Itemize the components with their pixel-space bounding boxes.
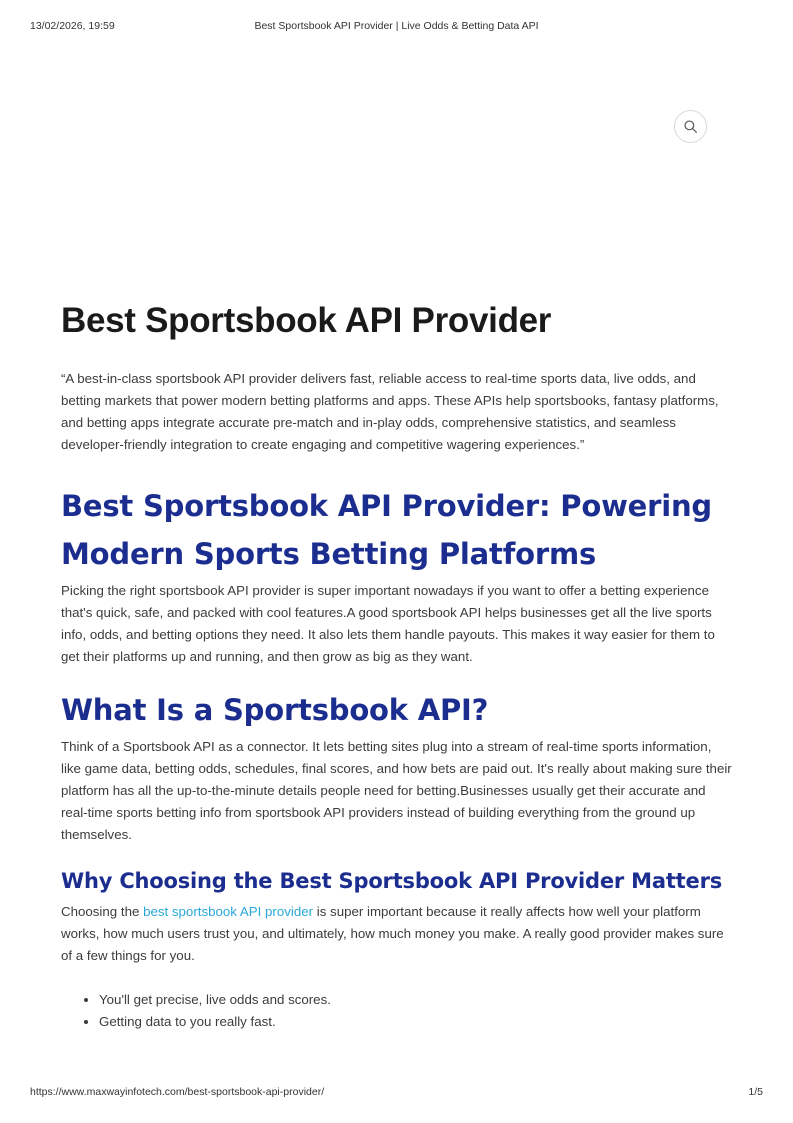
list-item: • Getting data to you really fast.: [99, 1011, 733, 1033]
list-item: • You'll get precise, live odds and scores.: [99, 989, 733, 1011]
section-1: [61, 482, 733, 668]
page-title: Best Sportsbook API Provider: [61, 301, 552, 340]
best-sportsbook-api-provider-link[interactable]: best sportsbook API provider: [143, 904, 314, 919]
print-header: [0, 20, 793, 34]
section-heading: What Is a Sportsbook API?: [61, 693, 489, 727]
paragraph-text-after-link: is super important because it really affects how well your platform works, how much users trust you, and ultimately, how much money you make. A really good provider makes sure of a few things for you.: [61, 904, 724, 963]
subsection-heading: Why Choosing the Best Sportsbook API Provider Matters: [61, 869, 723, 893]
section-paragraph: Think of a Sportsbook API as a connector. It lets betting sites plug into a stream of real-time sports information, like game data, betting odds, schedules, final scores, and how bets are paid out. It's really about making sure their platform has all the up-to-the-minute details people need for betting.Businesses usually get their accurate and real-time sports betting info from sportsbook API providers instead of building everything from the ground up themselves.: [61, 739, 732, 842]
section-heading: Best Sportsbook API Provider: Powering Modern Sports Betting Platforms: [61, 489, 712, 571]
search-icon: [683, 119, 698, 134]
print-header-date: 13/02/2026, 19:59: [30, 20, 115, 32]
search-button[interactable]: [674, 110, 707, 143]
subsection-why-choosing: [61, 864, 733, 1033]
print-footer-page-number: 1/5: [748, 1086, 763, 1098]
print-header-title: Best Sportsbook API Provider | Live Odds & Betting Data API: [254, 20, 539, 32]
section-paragraph: Picking the right sportsbook API provider is super important nowadays if you want to offer a betting experience that's quick, safe, and packed with cool features.A good sportsbook API helps businesses get all the live sports info, odds, and betting options they need. It also lets them handle payouts. This makes it way easier for them to get their platforms up and running, and then grow as big as they want.: [61, 583, 715, 664]
print-footer: [0, 1086, 793, 1100]
intro-quote: “A best-in-class sportsbook API provider delivers fast, reliable access to real-time sports data, live odds, and betting markets that power modern betting platforms and apps. These APIs help sportsbooks, fantasy platforms, and betting apps integrate accurate pre-match and in-play odds, comprehensive statistics, and seamless developer-friendly integration to create engaging and competitive wagering experiences.”: [61, 371, 719, 452]
article-content: [61, 300, 733, 1051]
paragraph-text-before-link: Choosing the: [61, 904, 144, 919]
print-footer-url: https://www.maxwayinfotech.com/best-sportsbook-api-provider/: [30, 1086, 325, 1098]
subsection-paragraph: [61, 901, 733, 967]
benefits-list: [61, 989, 733, 1033]
section-2: [61, 686, 733, 846]
